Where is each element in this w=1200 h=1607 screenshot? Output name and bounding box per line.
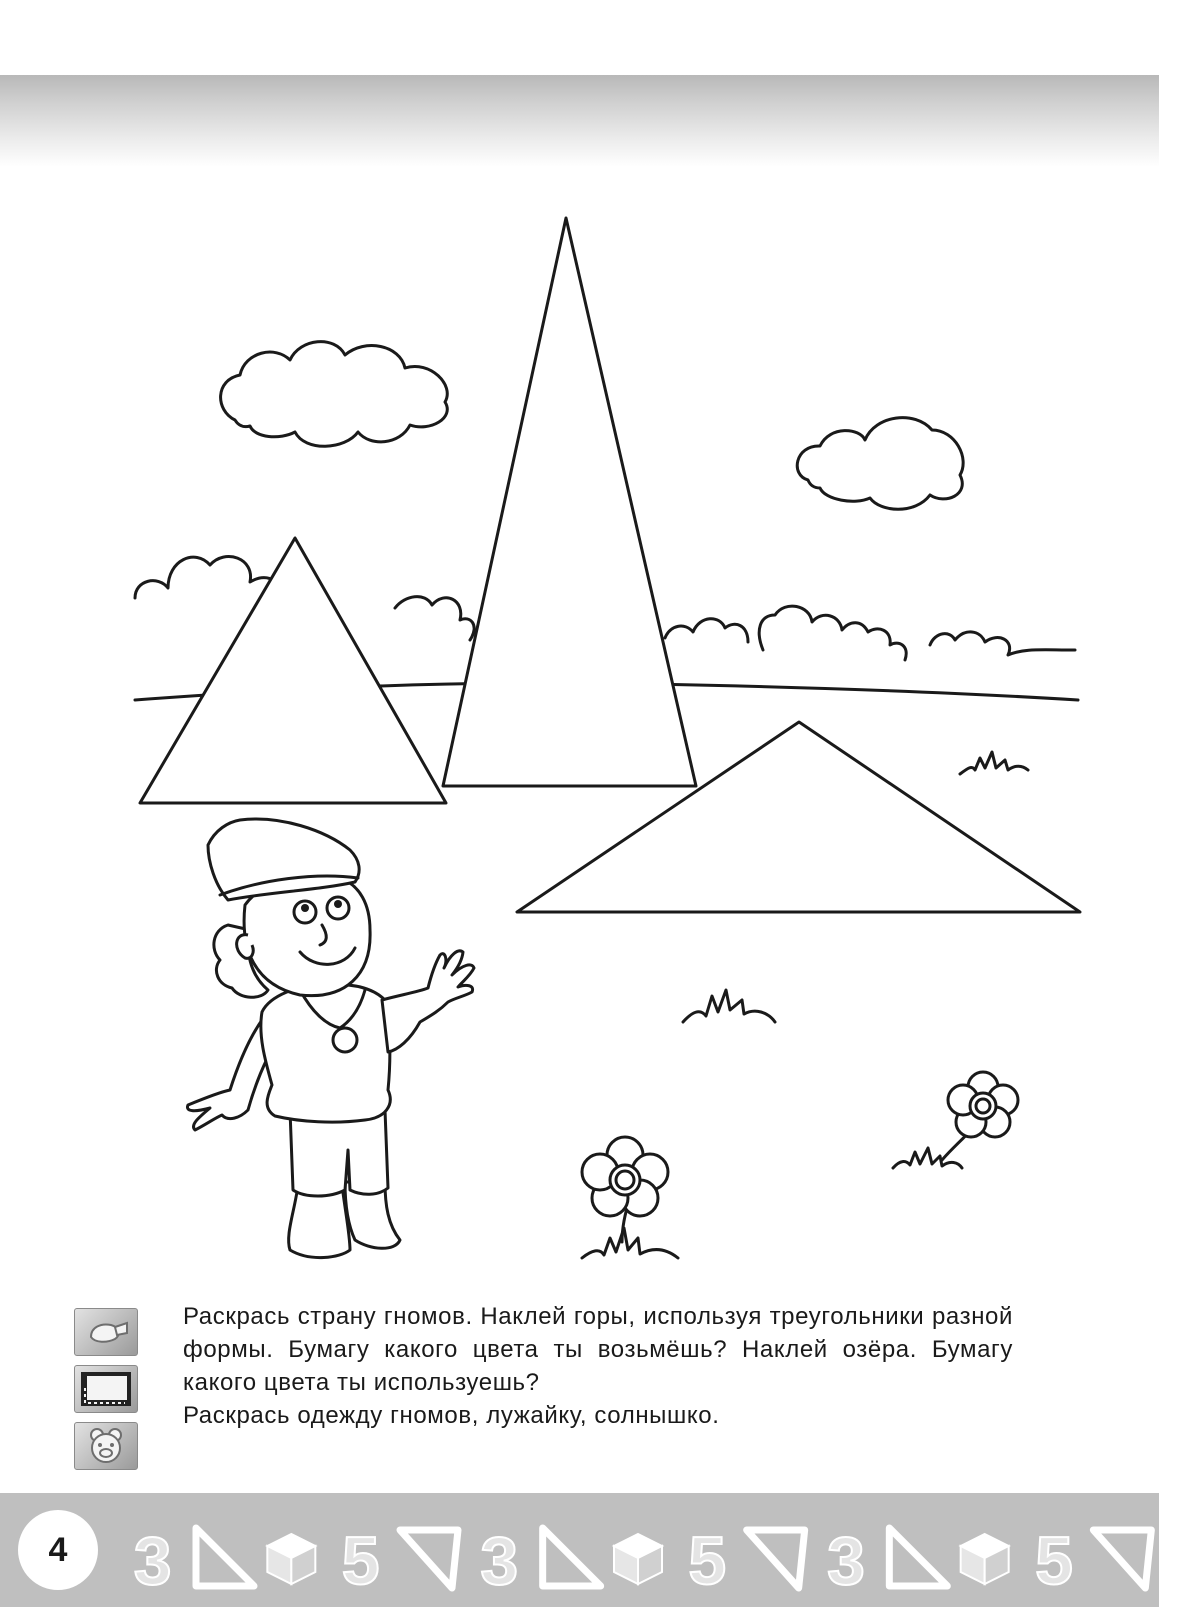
triangle-decoration: [400, 1530, 458, 1588]
instruction-paragraph-1: Раскрась страну гномов. Наклей горы, используя треугольники разной формы. Бумагу какого цвета ты возьмёшь? Наклей озёра. Бумагу какого цвета ты используешь?: [183, 1303, 1013, 1396]
grass-tuft-flower-center: [582, 1228, 678, 1258]
instruction-paragraph-2: Раскрась одежду гномов, лужайку, солнышко.: [183, 1402, 720, 1429]
triangle-decoration: [1093, 1530, 1151, 1588]
triangle-decoration: [543, 1528, 601, 1586]
coloring-icon: [74, 1308, 138, 1356]
digit-decoration: 3: [827, 1523, 865, 1599]
task-icons: [74, 1308, 138, 1479]
tall-triangle: [443, 218, 696, 786]
digit-decoration: 5: [688, 1523, 727, 1599]
digit-decoration: 5: [1035, 1523, 1073, 1599]
page-number-badge: [18, 1510, 98, 1590]
task-instructions: [183, 1300, 1013, 1432]
cube-decoration: [961, 1534, 1009, 1584]
triangle-decoration: [196, 1528, 254, 1586]
bushes-left: [135, 557, 278, 600]
teddy-bear-icon: [74, 1422, 138, 1470]
bushes-middle: [395, 597, 474, 640]
bushes-right: [665, 606, 1075, 660]
grass-tuft-middle: [683, 990, 775, 1022]
triangle-decoration: [747, 1530, 805, 1588]
cube-decoration: [267, 1534, 315, 1584]
left-triangle: [140, 538, 446, 803]
applique-icon: [74, 1365, 138, 1413]
decor-strip: [118, 1500, 1158, 1604]
triangle-decoration: [889, 1528, 947, 1586]
cube-decoration: [614, 1534, 662, 1584]
grass-tuft-right: [960, 752, 1028, 774]
digit-decoration: 3: [133, 1523, 172, 1599]
page-number: 4: [48, 1530, 68, 1569]
cloud-left: [221, 342, 448, 447]
digit-decoration: 5: [341, 1523, 380, 1599]
cloud-right: [797, 418, 963, 510]
flower-center: [582, 1137, 668, 1242]
digit-decoration: 3: [480, 1523, 519, 1599]
gnome: [187, 819, 474, 1258]
flower-right: [942, 1072, 1018, 1160]
